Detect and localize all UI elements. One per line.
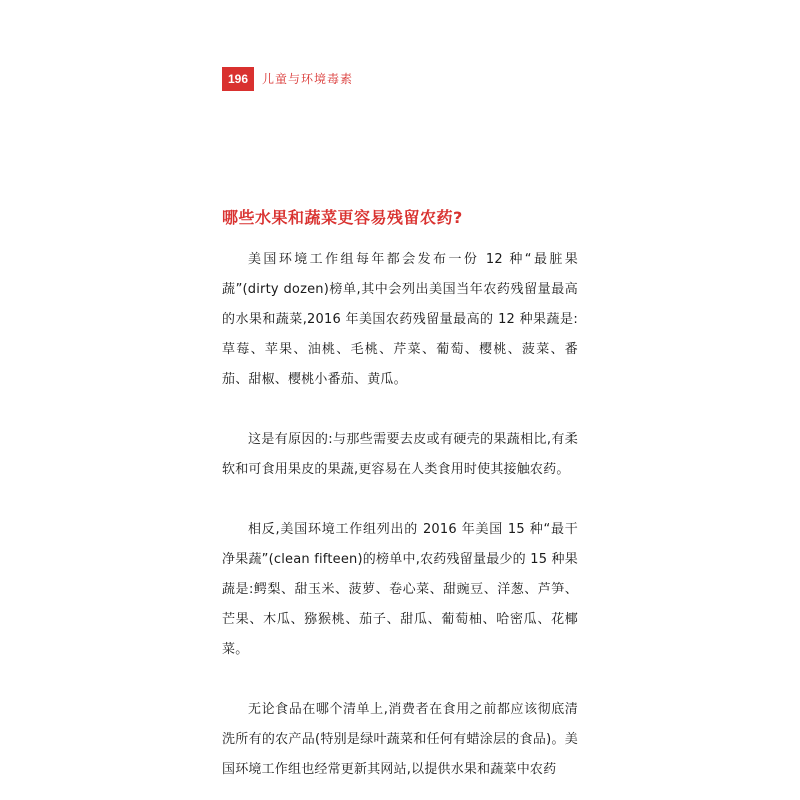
paragraph: 美国环境工作组每年都会发布一份 12 种“最脏果蔬”(dirty dozen)榜单,其中会列出美国当年农药残留量最高的水果和蔬菜,2016 年美国农药残留量最高的 12 种果蔬是:草莓、苹果、油桃、毛桃、芹菜、葡萄、樱桃、菠菜、番茄、甜椒、樱桃小番茄、黄瓜。: [222, 252, 578, 387]
paragraph: 这是有原因的:与那些需要去皮或有硬壳的果蔬相比,有柔软和可食用果皮的果蔬,更容易在人类食用时使其接触农药。: [222, 432, 578, 477]
running-header-book-title: 儿童与环境毒素: [262, 72, 354, 86]
body-text: [222, 245, 578, 785]
paragraph: 相反,美国环境工作组列出的 2016 年美国 15 种“最干净果蔬”(clean fifteen)的榜单中,农药残留量最少的 15 种果蔬是:鳄梨、甜玉米、菠萝、卷心菜、甜豌豆、洋葱、芦笋、芒果、木瓜、猕猴桃、茄子、甜瓜、葡萄柚、哈密瓜、花椰菜。: [222, 522, 578, 657]
section-heading: 哪些水果和蔬菜更容易残留农药?: [222, 208, 463, 227]
page-number: 196: [222, 67, 254, 91]
paragraph: 无论食品在哪个清单上,消费者在食用之前都应该彻底清洗所有的农产品(特别是绿叶蔬菜和任何有蜡涂层的食品)。美国环境工作组也经常更新其网站,以提供水果和蔬菜中农药: [222, 702, 578, 777]
